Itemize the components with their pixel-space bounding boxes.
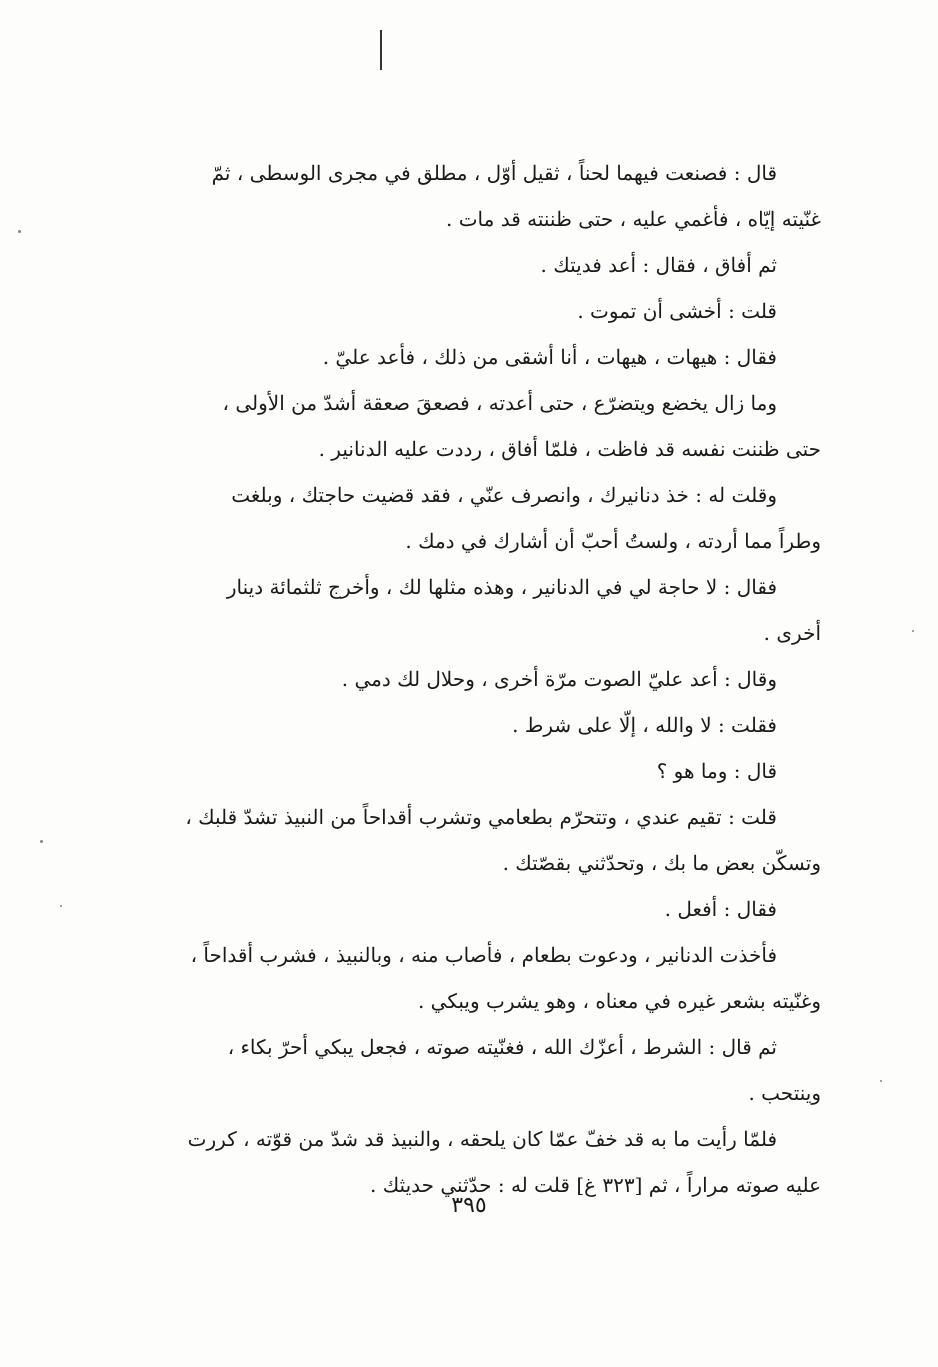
- paper-speck: [880, 1080, 882, 1082]
- text-line: وقلت له : خذ دنانيرك ، وانصرف عنّي ، فقد قضيت حاجتك ، وبلغت: [231, 483, 777, 507]
- text-line: عليه صوته مراراً ، ثم [٣٢٣ غ] قلت له : حدّثني حديثك .: [369, 1173, 821, 1197]
- paper-speck: [18, 230, 21, 233]
- text-line: وينتحب .: [748, 1081, 821, 1105]
- text-line: وغنّيته بشعر غيره في معناه ، وهو يشرب ويبكي .: [417, 989, 821, 1013]
- text-line: ثم قال : الشرط ، أعزّك الله ، فغنّيته صوته ، فجعل يبكي أحرّ بكاء ،: [227, 1035, 777, 1059]
- text-line: قلت : تقيم عندي ، وتتحرّم بطعامي وتشرب أقداحاً من النبيذ تشدّ قلبك ،: [185, 805, 777, 829]
- body-text: [157, 150, 821, 1208]
- text-line: ثم أفاق ، فقال : أعد فديتك .: [540, 253, 777, 277]
- paper-speck: [912, 630, 914, 632]
- text-line: قلت : أخشى أن تموت .: [577, 299, 777, 323]
- text-line: فقال : أفعل .: [664, 897, 777, 921]
- text-line: فقلت : لا والله ، إلّا على شرط .: [512, 713, 777, 737]
- text-line: غنّيته إيّاه ، فأغمي عليه ، حتى ظننته قد مات .: [446, 207, 821, 231]
- text-line: فأخذت الدنانير ، ودعوت بطعام ، فأصاب منه ، وبالنبيذ ، فشرب أقداحاً ،: [190, 943, 777, 967]
- text-line: وما زال يخضع ويتضرّع ، حتى أعدته ، فصعقَ صعقة أشدّ من الأولى ،: [222, 391, 777, 415]
- text-line: قال : وما هو ؟: [656, 759, 777, 783]
- text-line: حتى ظننت نفسه قد فاظت ، فلمّا أفاق ، رددت عليه الدنانير .: [318, 437, 821, 461]
- paper-speck: [40, 840, 43, 843]
- text-line: وطراً مما أردته ، ولستُ أحبّ أن أشارك في دمك .: [405, 529, 821, 553]
- text-line: فلمّا رأيت ما به قد خفّ عمّا كان يلحقه ، والنبيذ قد شدّ من قوّته ، كررت: [187, 1127, 777, 1151]
- text-line: فقال : هيهات ، هيهات ، أنا أشقى من ذلك ، فأعد عليّ .: [322, 345, 777, 369]
- page-number: ٣٩٥: [451, 1193, 487, 1218]
- text-line: وتسكّن بعض ما بك ، وتحدّثني بقصّتك .: [502, 851, 821, 875]
- text-line: قال : فصنعت فيهما لحناً ، ثقيل أوّل ، مطلق في مجرى الوسطى ، ثمّ: [211, 161, 777, 185]
- text-line: وقال : أعد عليّ الصوت مرّة أخرى ، وحلال لك دمي .: [341, 667, 777, 691]
- text-line: أخرى .: [763, 621, 821, 645]
- text-line: فقال : لا حاجة لي في الدنانير ، وهذه مثلها لك ، وأخرج ثلثمائة دينار: [226, 575, 777, 599]
- top-margin-rule: [380, 30, 382, 70]
- paper-speck: [60, 905, 62, 907]
